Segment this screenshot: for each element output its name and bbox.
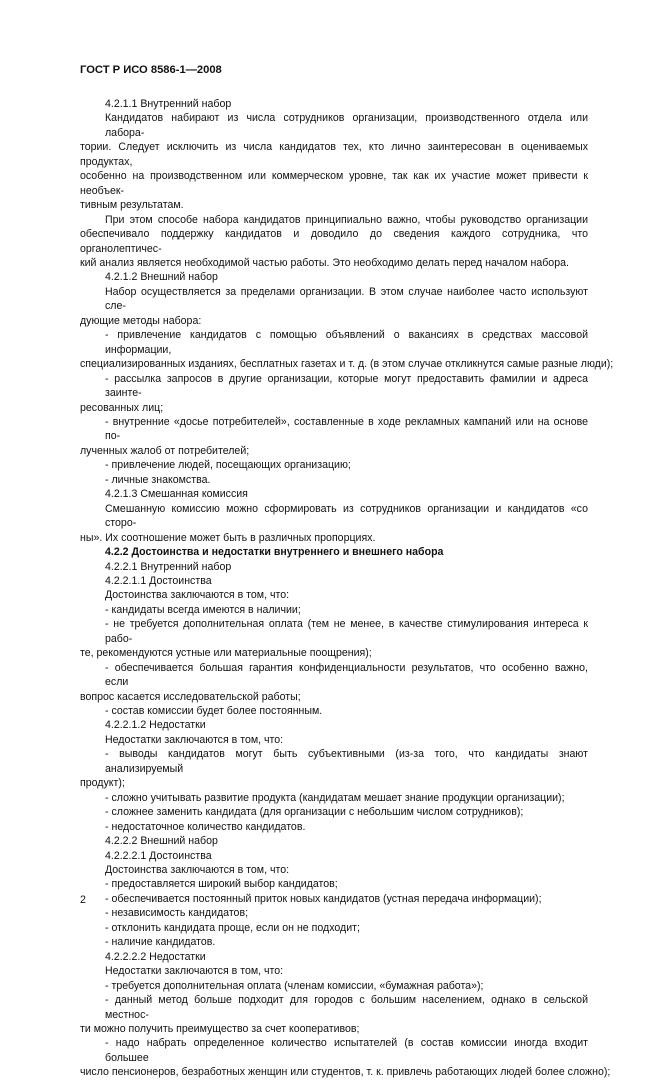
text-line: ны». Их соотношение может быть в различных пропорциях. [80, 531, 376, 544]
text-line: - привлечение кандидатов с помощью объявлений о вакансиях в средствах массовой информации, [105, 329, 588, 356]
section-heading [80, 545, 588, 559]
paragraph [80, 213, 588, 271]
text-line: - предоставляется широкий выбор кандидатов; [105, 878, 338, 891]
text-line: те, рекомендуются устные или материальные поощрения); [80, 647, 372, 660]
text-line: 4.2.2.1.1 Достоинства [105, 574, 212, 587]
text-line: 4.2.2.1.2 Недостатки [105, 719, 206, 732]
paragraph [80, 704, 588, 718]
text-line: число пенсионеров, безработных женщин или студентов, т. к. привлечь работающих людей более сложно); [80, 1066, 611, 1079]
text-line: ти можно получить преимущество за счет кооперативов; [80, 1023, 360, 1035]
paragraph [80, 877, 588, 891]
text-line: тивным результатам. [80, 199, 184, 212]
text-line: ресованных лиц; [80, 401, 164, 414]
text-line: кий анализ является необходимой частью работы. Это необходимо делать перед началом набора. [80, 256, 569, 269]
paragraph [80, 747, 588, 790]
text-line: При этом способе набора кандидатов принципиально важно, чтобы руководство организации [105, 213, 588, 226]
text-line: тории. Следует исключить из числа кандидатов тех, кто лично заинтересован в оцениваемых продуктах, [80, 141, 588, 168]
text-line: Недостатки заключаются в том, что: [105, 965, 284, 978]
paragraph [80, 834, 588, 848]
text-line: Набор осуществляется за пределами организации. В этом случае наиболее часто используют сле- [105, 285, 588, 313]
text-line: 4.2.2.2.1 Достоинства [105, 849, 212, 862]
text-line: - рассылка запросов в другие организации, которые могут предоставить фамилии и адреса заинте- [105, 372, 588, 400]
paragraph [80, 415, 588, 458]
text-line: - надо набрать определенное количество испытателей (в состав комиссии иногда входит большее [105, 1037, 588, 1064]
text-line: - отклонить кандидата проще, если он не подходит; [105, 921, 360, 934]
text-line: обеспечивало поддержку кандидатов и доводило до сведения каждого сотрудника, что органолептичес- [80, 228, 588, 255]
page-number: 2 [80, 894, 86, 906]
text-line: - обеспечивается большая гарантия конфиденциальности результатов, что особенно важно, если [105, 661, 588, 689]
paragraph [80, 560, 588, 574]
paragraph [80, 285, 588, 328]
paragraph [80, 502, 588, 545]
paragraph [80, 993, 588, 1036]
text-line: - недостаточное количество кандидатов. [105, 820, 306, 833]
text-line: 4.2.2.2.2 Недостатки [105, 950, 206, 963]
paragraph [80, 906, 588, 920]
text-line: - личные знакомства. [105, 473, 211, 486]
text-line: 4.2.1.2 Внешний набор [105, 271, 218, 284]
text-line: Недостатки заключаются в том, что: [105, 733, 284, 746]
paragraph [80, 574, 588, 588]
text-line: 4.2.2.2 Внешний набор [105, 835, 218, 848]
text-line: специализированных изданиях, бесплатных газетах и т. д. (в этом случае откликнутся самые разные люди); [80, 358, 614, 371]
text-line: - не требуется дополнительная оплата (тем не менее, в качестве стимулирования интереса к рабо- [105, 618, 588, 645]
text-line: - привлечение людей, посещающих организацию; [105, 459, 351, 472]
text-line: - состав комиссии будет более постоянным. [105, 705, 323, 718]
paragraph [80, 328, 614, 371]
paragraph [80, 603, 588, 617]
text-line: - выводы кандидатов могут быть субъективными (из-за того, что кандидаты знают анализируемый [105, 748, 588, 775]
text-line: дующие методы набора: [80, 314, 202, 327]
text-line: Достоинства заключаются в том, что: [105, 864, 290, 877]
text-line: Смешанную комиссию можно сформировать из сотрудников организации и кандидатов «со сторо- [105, 502, 588, 530]
paragraph [80, 473, 588, 487]
paragraph [80, 588, 588, 602]
text-line: - сложнее заменить кандидата (для организации с небольшим числом сотрудников); [105, 806, 524, 819]
paragraph [80, 458, 588, 472]
paragraph [80, 97, 588, 111]
paragraph [80, 372, 588, 415]
paragraph [80, 892, 588, 906]
text-line: - кандидаты всегда имеются в наличии; [105, 603, 301, 616]
paragraph [80, 487, 588, 501]
text-line: 4.2.2.1 Внутренний набор [105, 560, 232, 573]
paragraph [80, 950, 588, 964]
text-line: - сложно учитывать развитие продукта (кандидатам мешает знание продукции организации); [105, 791, 565, 804]
paragraph [80, 849, 588, 863]
text-line: 4.2.2 Достоинства и недостатки внутреннего и внешнего набора [105, 546, 444, 559]
paragraph [80, 661, 588, 704]
paragraph [80, 733, 588, 747]
document-header: ГОСТ Р ИСО 8586-1—2008 [80, 64, 222, 76]
text-line: вопрос касается исследовательской работы; [80, 690, 301, 703]
paragraph [80, 111, 588, 212]
text-line: - наличие кандидатов. [105, 936, 216, 949]
paragraph [80, 270, 588, 284]
text-line: - требуется дополнительная оплата (членам комиссии, «бумажная работа»); [105, 979, 484, 992]
paragraph [80, 805, 588, 819]
paragraph [80, 820, 588, 834]
text-line: Достоинства заключаются в том, что: [105, 589, 290, 602]
text-line: - внутренние «досье потребителей», составленные в ходе рекламных кампаний или на основе по- [105, 415, 588, 443]
paragraph [80, 863, 588, 877]
text-line: - независимость кандидатов; [105, 907, 249, 920]
paragraph [80, 964, 588, 978]
text-line: - данный метод больше подходит для городов с большим населением, однако в сельской местнос- [105, 994, 588, 1021]
paragraph [80, 617, 588, 660]
text-line: Кандидатов набирают из числа сотрудников организации, производственного отдела или лабора- [105, 112, 588, 139]
paragraph [80, 979, 588, 993]
text-line: 4.2.1.1 Внутренний набор [105, 98, 232, 110]
paragraph [80, 1036, 611, 1079]
paragraph [80, 935, 588, 949]
paragraph [80, 718, 588, 732]
paragraph [80, 921, 588, 935]
text-line: продукт); [80, 777, 125, 790]
text-line: лученных жалоб от потребителей; [80, 444, 250, 457]
text-line: 4.2.1.3 Смешанная комиссия [105, 488, 248, 501]
paragraph [80, 791, 588, 805]
text-line: - обеспечивается постоянный приток новых кандидатов (устная передача информации); [105, 892, 542, 905]
document-body [80, 97, 614, 1080]
text-line: особенно на производственном или коммерческом уровне, так как их участие может привести к необъек- [80, 170, 588, 197]
